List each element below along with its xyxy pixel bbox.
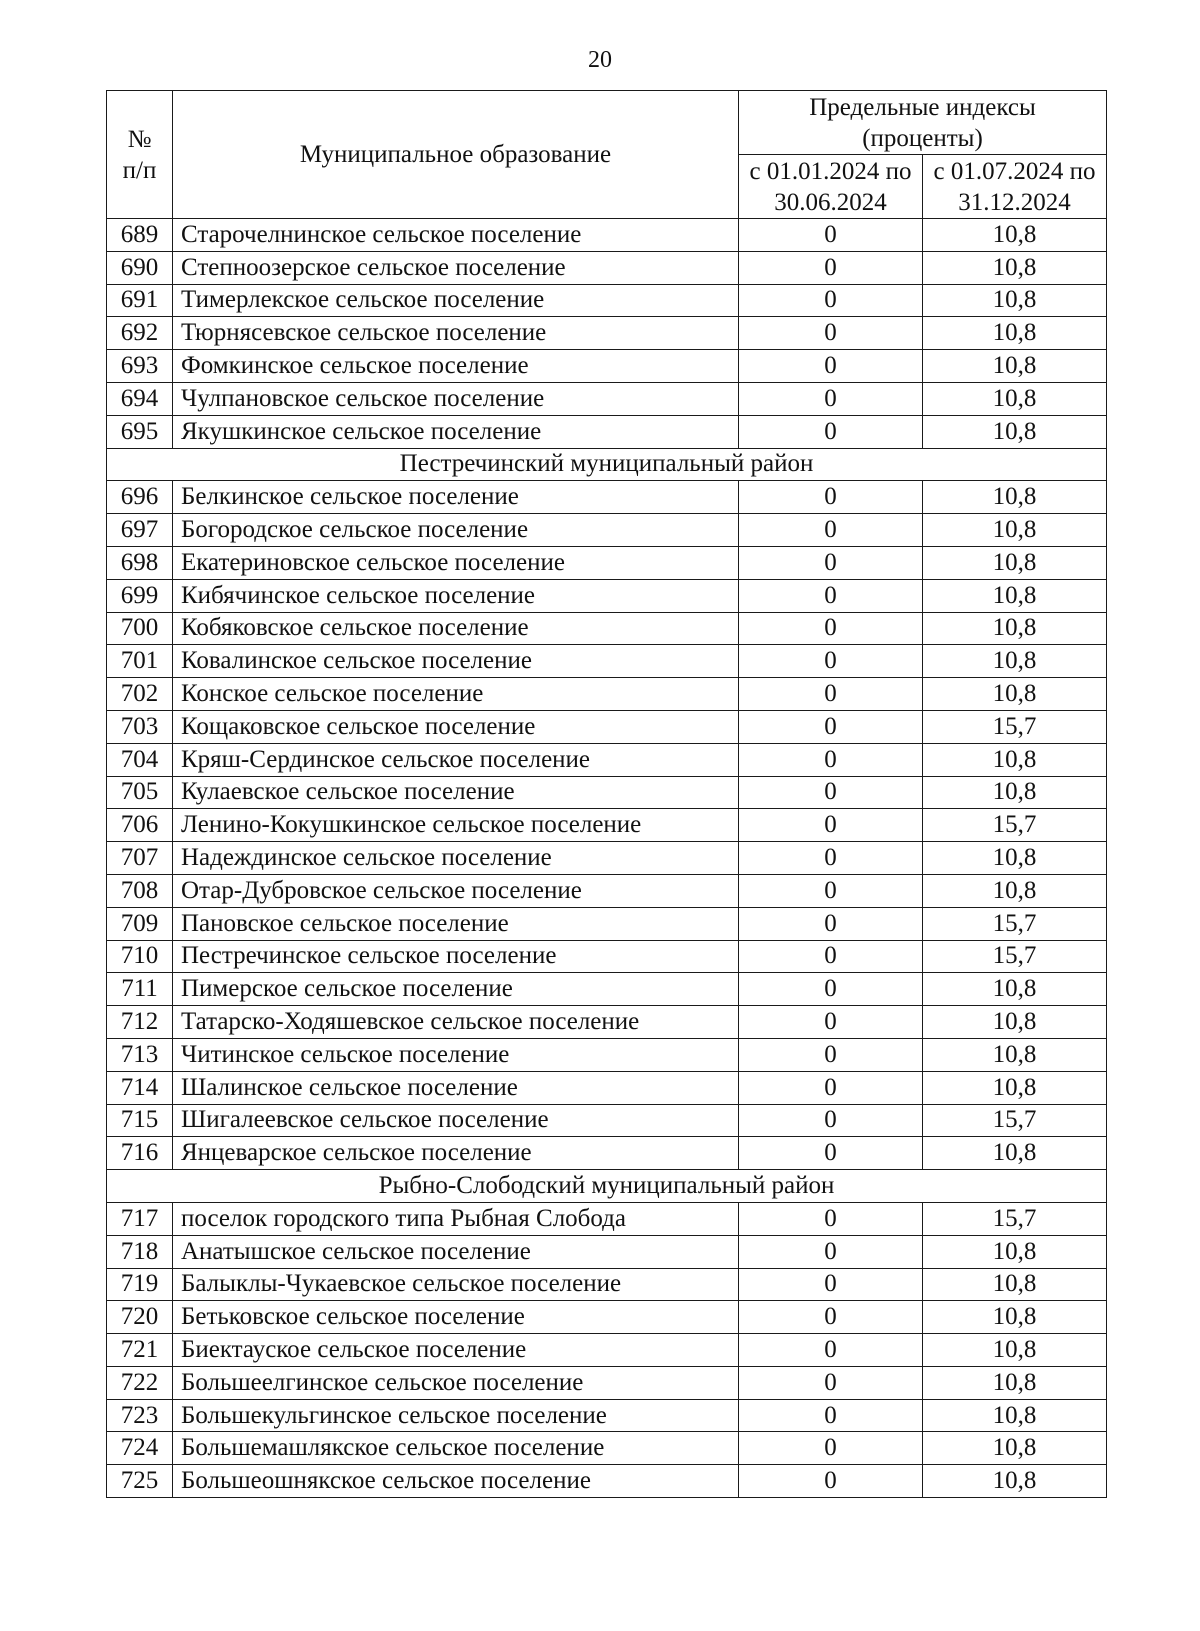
index-period-2: 15,7 — [923, 940, 1107, 973]
table-row — [107, 1071, 1107, 1104]
index-period-1: 0 — [739, 1268, 923, 1301]
index-period-1: 0 — [739, 1366, 923, 1399]
municipality-name: Кощаковское сельское поселение — [173, 710, 739, 743]
table-row — [107, 1334, 1107, 1367]
index-period-2: 10,8 — [923, 1235, 1107, 1268]
municipality-name: Чулпановское сельское поселение — [173, 382, 739, 415]
index-period-2: 15,7 — [923, 1202, 1107, 1235]
municipality-name: Ленино-Кокушкинское сельское поселение — [173, 809, 739, 842]
row-number: 713 — [107, 1038, 173, 1071]
index-period-2: 10,8 — [923, 973, 1107, 1006]
municipality-name: Большеошнякское сельское поселение — [173, 1465, 739, 1498]
index-period-2: 15,7 — [923, 907, 1107, 940]
table-row — [107, 1038, 1107, 1071]
municipality-name: Кулаевское сельское поселение — [173, 776, 739, 809]
index-period-1: 0 — [739, 251, 923, 284]
row-number: 723 — [107, 1399, 173, 1432]
index-period-2: 15,7 — [923, 809, 1107, 842]
table-row — [107, 612, 1107, 645]
municipality-name: поселок городского типа Рыбная Слобода — [173, 1202, 739, 1235]
row-number: 706 — [107, 809, 173, 842]
index-period-2: 10,8 — [923, 1137, 1107, 1170]
index-period-1: 0 — [739, 907, 923, 940]
table-row — [107, 579, 1107, 612]
table-row — [107, 710, 1107, 743]
row-number: 725 — [107, 1465, 173, 1498]
table-row — [107, 514, 1107, 547]
table-row — [107, 842, 1107, 875]
index-period-2: 10,8 — [923, 382, 1107, 415]
header-num: № п/п — [107, 91, 173, 219]
municipality-name: Отар-Дубровское сельское поселение — [173, 874, 739, 907]
row-number: 694 — [107, 382, 173, 415]
table-row — [107, 809, 1107, 842]
row-number: 701 — [107, 645, 173, 678]
table-row — [107, 1137, 1107, 1170]
index-period-2: 10,8 — [923, 776, 1107, 809]
municipality-name: Богородское сельское поселение — [173, 514, 739, 547]
municipality-name: Надеждинское сельское поселение — [173, 842, 739, 875]
index-period-1: 0 — [739, 645, 923, 678]
row-number: 689 — [107, 219, 173, 252]
index-period-1: 0 — [739, 678, 923, 711]
municipality-name: Фомкинское сельское поселение — [173, 350, 739, 383]
row-number: 717 — [107, 1202, 173, 1235]
index-period-2: 10,8 — [923, 1301, 1107, 1334]
index-period-1: 0 — [739, 382, 923, 415]
row-number: 699 — [107, 579, 173, 612]
index-period-2: 10,8 — [923, 514, 1107, 547]
index-period-2: 10,8 — [923, 579, 1107, 612]
index-period-2: 10,8 — [923, 645, 1107, 678]
table-row — [107, 1104, 1107, 1137]
row-number: 705 — [107, 776, 173, 809]
row-number: 724 — [107, 1432, 173, 1465]
row-number: 703 — [107, 710, 173, 743]
index-period-2: 10,8 — [923, 546, 1107, 579]
row-number: 691 — [107, 284, 173, 317]
page-number: 20 — [588, 47, 612, 73]
table-row — [107, 350, 1107, 383]
index-period-1: 0 — [739, 415, 923, 448]
row-number: 704 — [107, 743, 173, 776]
row-number: 709 — [107, 907, 173, 940]
index-period-2: 10,8 — [923, 251, 1107, 284]
table-row — [107, 743, 1107, 776]
index-period-2: 10,8 — [923, 284, 1107, 317]
table-row — [107, 219, 1107, 252]
index-period-1: 0 — [739, 1465, 923, 1498]
index-period-1: 0 — [739, 973, 923, 1006]
row-number: 715 — [107, 1104, 173, 1137]
header-period-1: с 01.01.2024 по 30.06.2024 — [739, 155, 923, 219]
index-period-2: 10,8 — [923, 1268, 1107, 1301]
index-period-1: 0 — [739, 1137, 923, 1170]
index-period-2: 10,8 — [923, 1465, 1107, 1498]
municipality-name: Большекульгинское сельское поселение — [173, 1399, 739, 1432]
index-period-1: 0 — [739, 579, 923, 612]
table-row — [107, 1268, 1107, 1301]
municipality-name: Шалинское сельское поселение — [173, 1071, 739, 1104]
index-period-1: 0 — [739, 1235, 923, 1268]
row-number: 708 — [107, 874, 173, 907]
index-period-1: 0 — [739, 1432, 923, 1465]
index-period-1: 0 — [739, 1104, 923, 1137]
municipality-name: Кибячинское сельское поселение — [173, 579, 739, 612]
municipality-name: Кобяковское сельское поселение — [173, 612, 739, 645]
row-number: 696 — [107, 481, 173, 514]
table-row — [107, 1301, 1107, 1334]
index-period-1: 0 — [739, 743, 923, 776]
table-row — [107, 678, 1107, 711]
table-header — [107, 91, 1107, 219]
table-row — [107, 645, 1107, 678]
index-period-2: 10,8 — [923, 1071, 1107, 1104]
index-period-1: 0 — [739, 710, 923, 743]
table-row — [107, 382, 1107, 415]
index-period-2: 10,8 — [923, 874, 1107, 907]
index-period-2: 10,8 — [923, 350, 1107, 383]
header-period-2: с 01.07.2024 по 31.12.2024 — [923, 155, 1107, 219]
indices-table — [106, 90, 1107, 1498]
municipality-name: Конское сельское поселение — [173, 678, 739, 711]
indices-table-container — [106, 90, 1106, 1498]
table-row — [107, 251, 1107, 284]
index-period-1: 0 — [739, 1006, 923, 1039]
row-number: 720 — [107, 1301, 173, 1334]
section-row — [107, 1170, 1107, 1203]
index-period-2: 10,8 — [923, 1432, 1107, 1465]
municipality-name: Якушкинское сельское поселение — [173, 415, 739, 448]
row-number: 712 — [107, 1006, 173, 1039]
index-period-1: 0 — [739, 776, 923, 809]
index-period-2: 15,7 — [923, 710, 1107, 743]
municipality-name: Ковалинское сельское поселение — [173, 645, 739, 678]
table-row — [107, 1465, 1107, 1498]
table-row — [107, 1432, 1107, 1465]
row-number: 707 — [107, 842, 173, 875]
municipality-name: Большеелгинское сельское поселение — [173, 1366, 739, 1399]
municipality-name: Екатериновское сельское поселение — [173, 546, 739, 579]
index-period-1: 0 — [739, 1202, 923, 1235]
index-period-2: 10,8 — [923, 842, 1107, 875]
row-number: 721 — [107, 1334, 173, 1367]
table-row — [107, 1202, 1107, 1235]
row-number: 695 — [107, 415, 173, 448]
index-period-1: 0 — [739, 481, 923, 514]
index-period-2: 10,8 — [923, 1006, 1107, 1039]
index-period-1: 0 — [739, 842, 923, 875]
municipality-name: Пановское сельское поселение — [173, 907, 739, 940]
index-period-1: 0 — [739, 284, 923, 317]
municipality-name: Степноозерское сельское поселение — [173, 251, 739, 284]
index-period-1: 0 — [739, 940, 923, 973]
table-row — [107, 1366, 1107, 1399]
index-period-1: 0 — [739, 1071, 923, 1104]
municipality-name: Белкинское сельское поселение — [173, 481, 739, 514]
index-period-2: 10,8 — [923, 612, 1107, 645]
table-row — [107, 1235, 1107, 1268]
index-period-2: 10,8 — [923, 481, 1107, 514]
index-period-2: 10,8 — [923, 1366, 1107, 1399]
index-period-1: 0 — [739, 1038, 923, 1071]
index-period-1: 0 — [739, 809, 923, 842]
index-period-1: 0 — [739, 350, 923, 383]
table-row — [107, 874, 1107, 907]
municipality-name: Тюрнясевское сельское поселение — [173, 317, 739, 350]
row-number: 702 — [107, 678, 173, 711]
index-period-1: 0 — [739, 317, 923, 350]
header-municipality: Муниципальное образование — [173, 91, 739, 219]
index-period-2: 10,8 — [923, 678, 1107, 711]
row-number: 697 — [107, 514, 173, 547]
table-row — [107, 284, 1107, 317]
table-row — [107, 317, 1107, 350]
index-period-2: 10,8 — [923, 1399, 1107, 1432]
table-row — [107, 481, 1107, 514]
row-number: 690 — [107, 251, 173, 284]
index-period-2: 10,8 — [923, 1038, 1107, 1071]
municipality-name: Татарско-Ходяшевское сельское поселение — [173, 1006, 739, 1039]
index-period-1: 0 — [739, 612, 923, 645]
municipality-name: Тимерлекское сельское поселение — [173, 284, 739, 317]
row-number: 714 — [107, 1071, 173, 1104]
index-period-1: 0 — [739, 874, 923, 907]
row-number: 693 — [107, 350, 173, 383]
section-row — [107, 448, 1107, 481]
table-row — [107, 907, 1107, 940]
index-period-1: 0 — [739, 219, 923, 252]
header-indices: Предельные индексы (проценты) — [739, 91, 1107, 155]
municipality-name: Балыклы-Чукаевское сельское поселение — [173, 1268, 739, 1301]
row-number: 711 — [107, 973, 173, 1006]
municipality-name: Пестречинское сельское поселение — [173, 940, 739, 973]
index-period-1: 0 — [739, 1399, 923, 1432]
table-row — [107, 973, 1107, 1006]
table-body — [107, 219, 1107, 1498]
municipality-name: Пимерское сельское поселение — [173, 973, 739, 1006]
table-row — [107, 1006, 1107, 1039]
row-number: 716 — [107, 1137, 173, 1170]
index-period-2: 15,7 — [923, 1104, 1107, 1137]
row-number: 698 — [107, 546, 173, 579]
row-number: 719 — [107, 1268, 173, 1301]
row-number: 692 — [107, 317, 173, 350]
municipality-name: Янцеварское сельское поселение — [173, 1137, 739, 1170]
row-number: 700 — [107, 612, 173, 645]
index-period-2: 10,8 — [923, 317, 1107, 350]
section-title: Рыбно-Слободский муниципальный район — [107, 1170, 1107, 1203]
table-row — [107, 776, 1107, 809]
index-period-1: 0 — [739, 514, 923, 547]
table-row — [107, 1399, 1107, 1432]
municipality-name: Бетьковское сельское поселение — [173, 1301, 739, 1334]
row-number: 718 — [107, 1235, 173, 1268]
municipality-name: Старочелнинское сельское поселение — [173, 219, 739, 252]
municipality-name: Биектауское сельское поселение — [173, 1334, 739, 1367]
municipality-name: Большемашлякское сельское поселение — [173, 1432, 739, 1465]
municipality-name: Читинское сельское поселение — [173, 1038, 739, 1071]
row-number: 710 — [107, 940, 173, 973]
municipality-name: Шигалеевское сельское поселение — [173, 1104, 739, 1137]
index-period-1: 0 — [739, 1301, 923, 1334]
municipality-name: Кряш-Сердинское сельское поселение — [173, 743, 739, 776]
index-period-2: 10,8 — [923, 1334, 1107, 1367]
index-period-2: 10,8 — [923, 415, 1107, 448]
table-row — [107, 940, 1107, 973]
row-number: 722 — [107, 1366, 173, 1399]
index-period-2: 10,8 — [923, 219, 1107, 252]
index-period-2: 10,8 — [923, 743, 1107, 776]
section-title: Пестречинский муниципальный район — [107, 448, 1107, 481]
table-row — [107, 546, 1107, 579]
index-period-1: 0 — [739, 546, 923, 579]
table-row — [107, 415, 1107, 448]
index-period-1: 0 — [739, 1334, 923, 1367]
municipality-name: Анатышское сельское поселение — [173, 1235, 739, 1268]
